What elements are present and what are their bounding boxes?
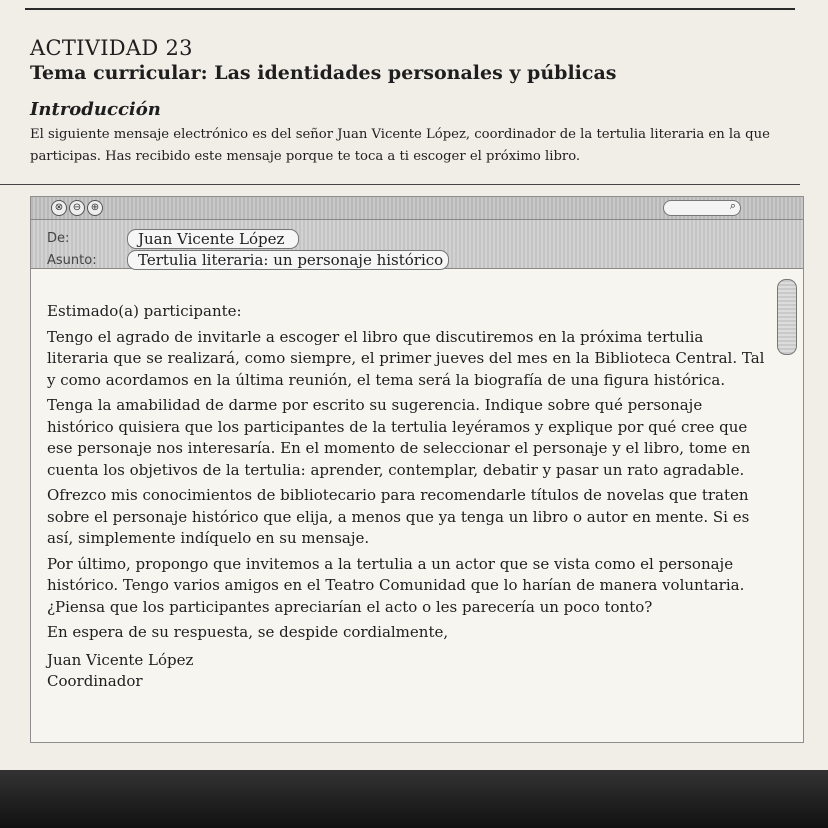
activity-title: ACTIVIDAD 23 [30,36,193,60]
paragraph: Por último, propongo que invitemos a la tertulia a un actor que se vista como el personaje histórico. Tengo varios amigos en el Teatro Comunidad que lo harían de manera voluntaria. ¿Piensa que los participantes apreciarían el acto o les parecería un poco tonto? [47,554,745,616]
email-header [31,220,803,269]
scrollbar[interactable] [777,279,797,355]
paragraph: Ofrezco mis conocimientos de bibliotecario para recomendarle títulos de novelas que traten sobre el personaje histórico que elija, a menos que ya tenga un libro o autor en mente. Si es así, simplemente indíquelo en su mensaje. [47,486,750,547]
maximize-button[interactable]: ⊕ [87,200,103,216]
window-titlebar [31,197,803,220]
close-button[interactable]: ⊗ [51,200,67,216]
search-input[interactable] [663,200,741,216]
from-field[interactable]: Juan Vicente López [127,229,299,249]
email-window [30,196,804,743]
closing: En espera de su respuesta, se despide cordialmente, [47,623,449,641]
signature-title: Coordinador [47,672,143,690]
topic-title: Tema curricular: Las identidades personales y públicas [30,62,617,84]
subject-label: Asunto: [47,253,97,268]
divider [0,184,800,185]
email-body [47,301,767,693]
introduction-text: El siguiente mensaje electrónico es del señor Juan Vicente López, coordinador de la tertulia literaria en la que participas. Has recibido este mensaje porque te toca a ti escoger el próximo libro. [30,127,770,164]
background-edge [0,770,828,828]
greeting: Estimado(a) participante: [47,302,242,320]
paragraph: Tenga la amabilidad de darme por escrito su sugerencia. Indique sobre qué personaje histórico quisiera que los participantes de la tertulia leyéramos y explique por qué cree que ese personaje nos interesaría. En el momento de seleccionar el personaje y el libro, tome en cuenta los objetivos de la tertulia: aprender, contemplar, debatir y pasar un rato agradable. [47,396,751,479]
search-icon: ⌕ [729,199,736,212]
paragraph: Tengo el agrado de invitarle a escoger el libro que discutiremos en la próxima tertulia literaria que se realizará, como siempre, el primer jueves del mes en la Biblioteca Central. Tal y como acordamos en la última reunión, el tema será la biografía de una figura histórica. [47,327,765,389]
subject-field[interactable]: Tertulia literaria: un personaje histórico [127,250,449,270]
from-label: De: [47,231,70,246]
signature-name: Juan Vicente López [47,650,194,669]
minimize-button[interactable]: ⊖ [69,200,85,216]
introduction-title: Introducción [30,99,161,120]
top-rule [25,8,795,10]
